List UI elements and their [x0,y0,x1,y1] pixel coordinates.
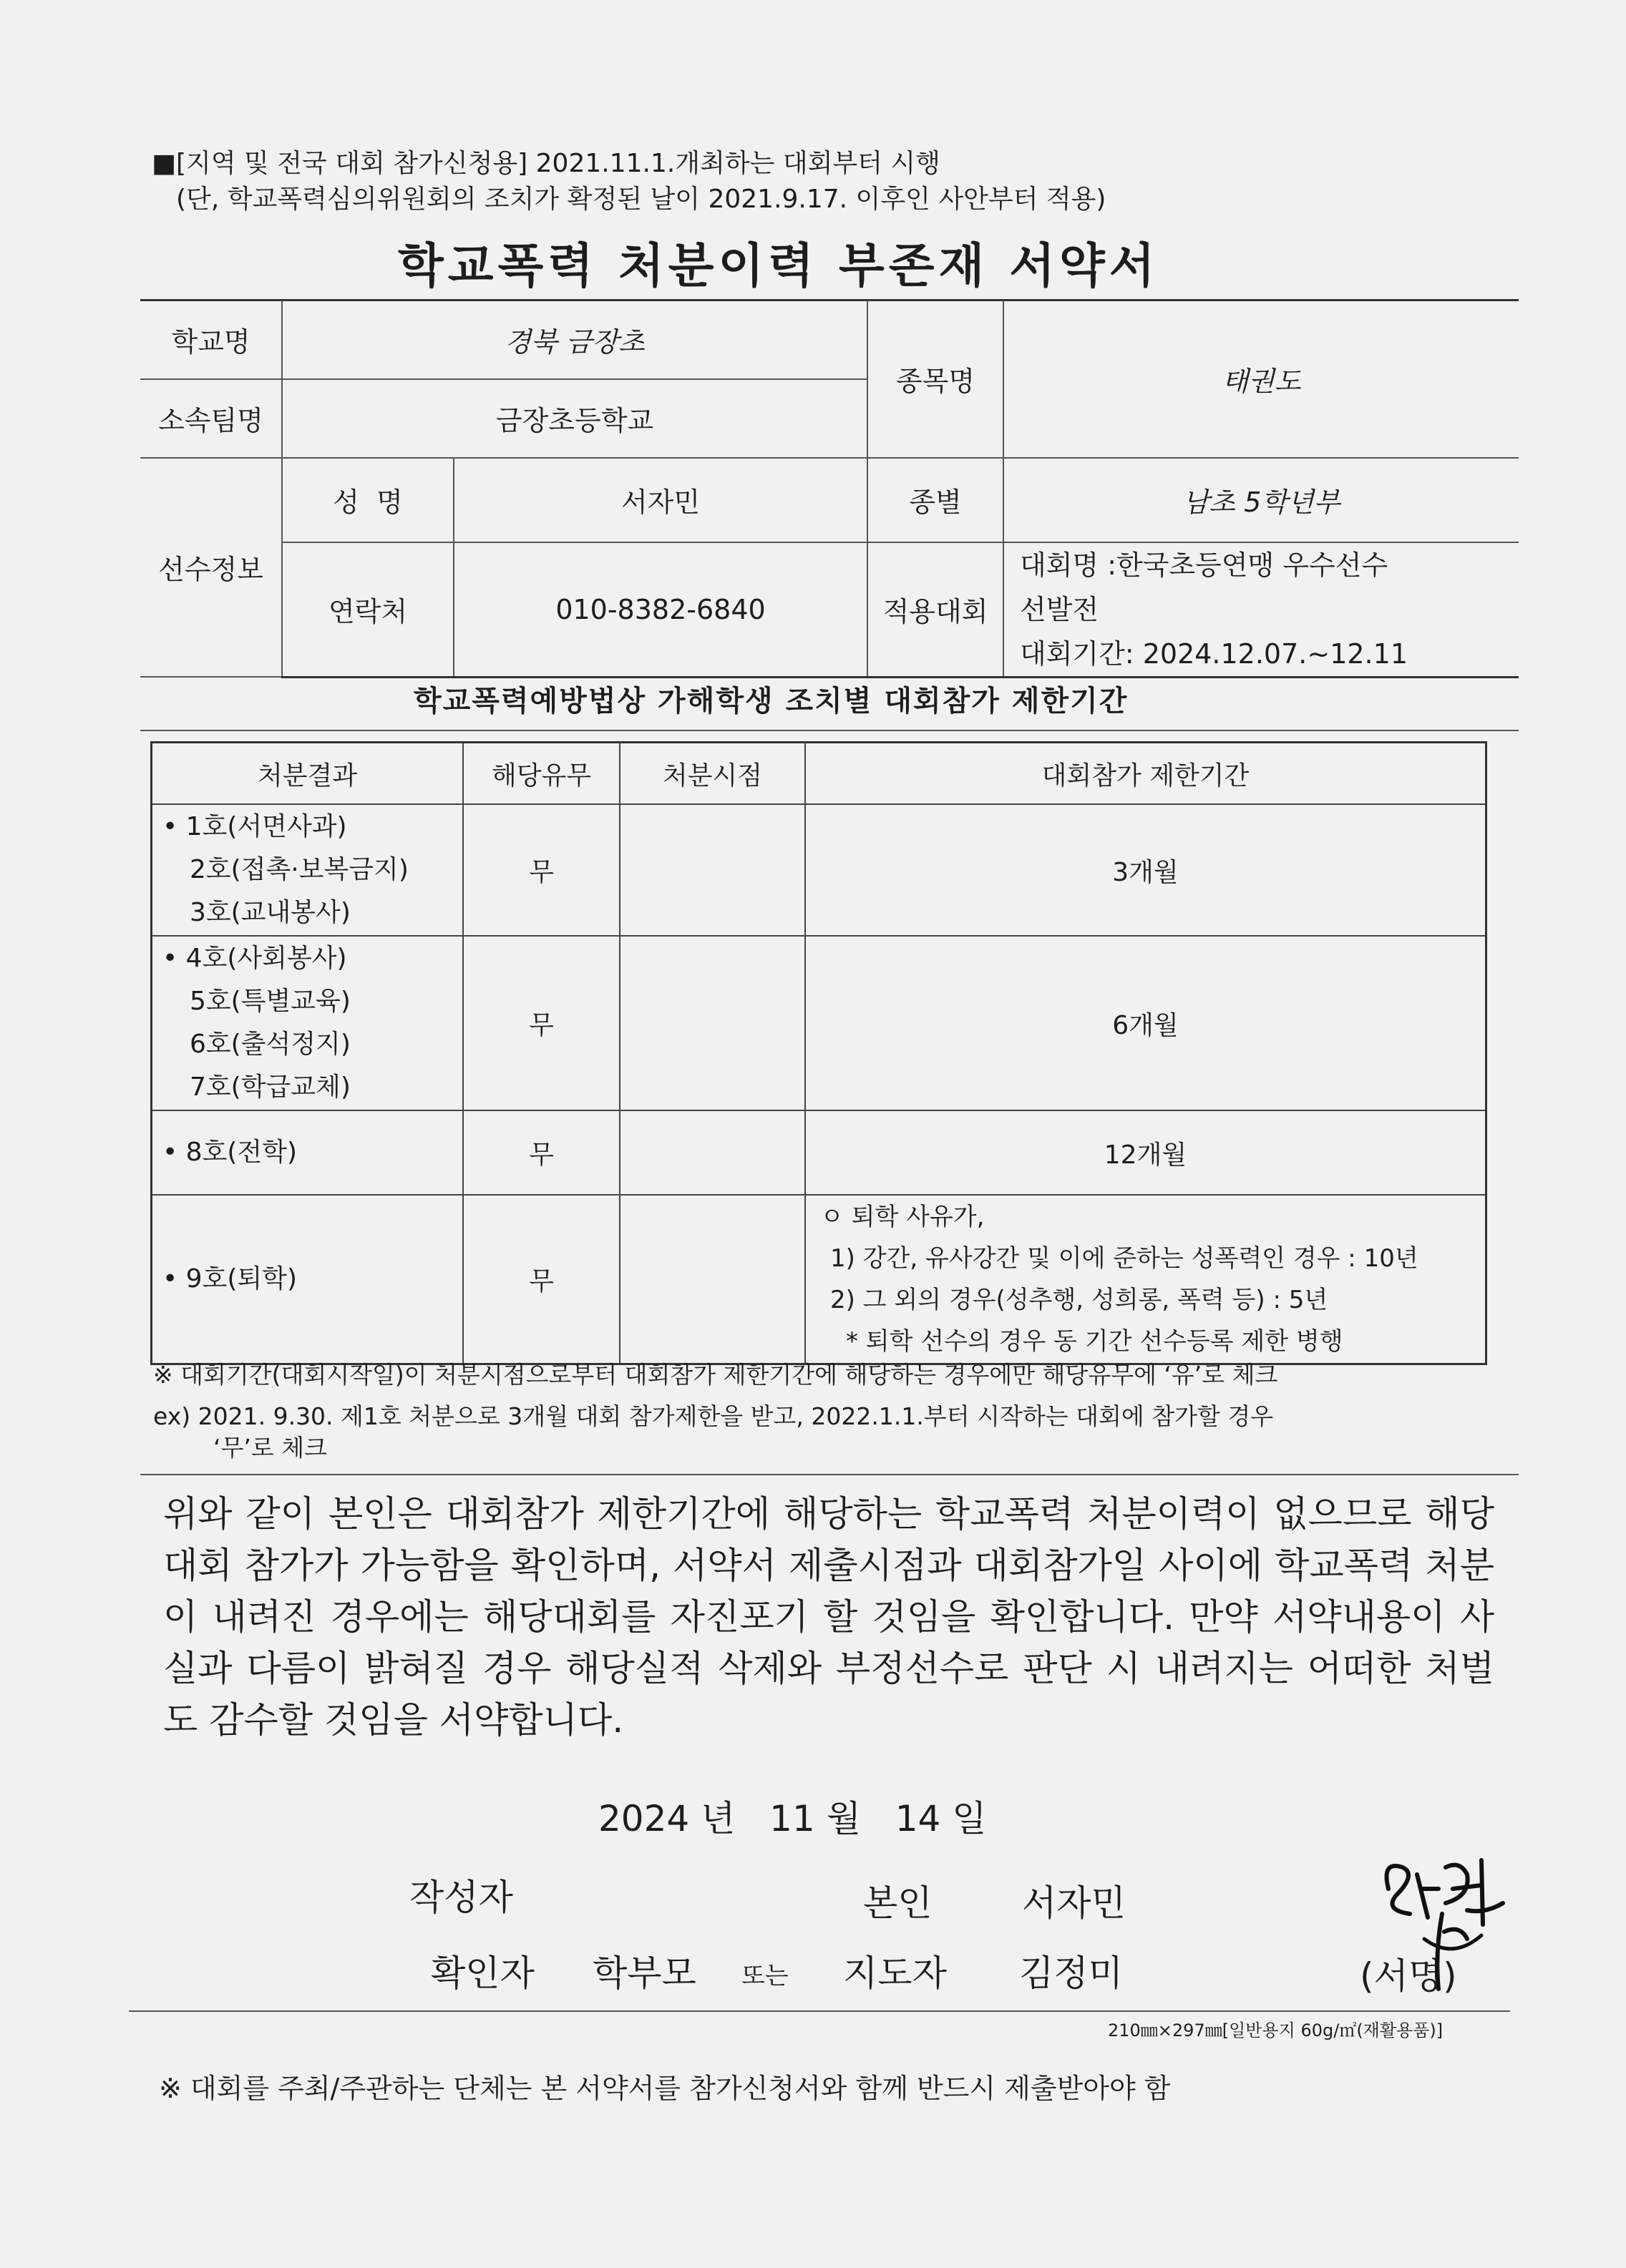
list-item: • 8호(전학) [162,1138,297,1167]
date-value [620,1110,805,1195]
player-info-label: 선수정보 [140,458,282,678]
contact-label: 연락처 [282,542,454,678]
writer-label: 작성자 [409,1877,513,1918]
date-value [620,804,805,936]
table-row [152,1110,1486,1195]
col-header-result: 처분결과 [152,743,464,805]
limit-value: 12개월 [805,1110,1486,1195]
note-1: ※ 대회기간(대회시작일)이 처분시점으로부터 대회참가 제한기간에 해당하는 경우에만 해당유무에 ‘유’로 체크 [153,1361,1278,1389]
date-year: 2024 [598,1798,690,1839]
date-value [620,936,805,1110]
document-title: 학교폭력 처분이력 부존재 서약서 [398,238,1159,293]
notes-divider [140,1474,1519,1475]
list-item: 7호(학급교체) [190,1072,351,1102]
paper-spec: 210㎜×297㎜[일반용지 60g/㎡(재활용품)] [1108,2020,1444,2040]
footer-note: ※ 대회를 주최/주관하는 단체는 본 서약서를 참가신청서와 함께 반드시 제출받아야 함 [159,2073,1171,2104]
square-bullet-icon: ■ [152,149,177,178]
expulsion-line: 2) 그 외의 경우(성추행, 성희롱, 폭력 등) : 5년 [829,1286,1328,1314]
contact-value: 010-8382-6840 [454,542,867,678]
team-value: 금장초등학교 [282,379,867,458]
competition-name-line2: 선발전 [1020,593,1099,625]
event-value: 태권도 [1003,300,1519,458]
note-2: ex) 2021. 9.30. 제1호 처분으로 3개월 대회 참가제한을 받고, 2022.1.1.부터 시작하는 대회에 참가할 경우 [153,1402,1274,1430]
discipline-items [152,1195,464,1364]
competition-period: 대회기간: 2024.12.07.~12.11 [1020,637,1408,670]
note-3: ‘무’로 체크 [213,1434,327,1462]
table-row [152,804,1486,936]
list-item: 5호(특별교육) [190,987,351,1016]
list-item: • 9호(퇴학) [162,1264,297,1294]
applicant-info-table [140,299,1519,678]
col-header-date: 처분시점 [620,743,805,805]
list-item: 3호(교내봉사) [190,898,351,927]
applicable-value: 무 [463,936,620,1110]
confirmer-label: 확인자 [431,1952,535,1994]
self-label: 본인 [863,1882,933,1924]
date-day-label: 일 [952,1798,987,1839]
pledge-date [598,1790,987,1842]
coach-label: 지도자 [843,1952,947,1994]
date-value [620,1195,805,1364]
list-item: • 1호(서면사과) [162,812,347,841]
competition-info [1003,542,1519,678]
handwritten-signature [1360,1846,1524,2010]
list-item: 2호(접촉·보복금지) [190,855,409,884]
header-line-2: (단, 학교폭력심의위원회의 조치가 확정된 날이 2021.9.17. 이후인 사안부터 적용) [176,185,1106,214]
category-label: 종별 [867,458,1003,542]
expulsion-line: ㅇ 퇴학 사유가, [819,1203,985,1231]
pledge-paragraph: 위와 같이 본인은 대회참가 제한기간에 해당하는 학교폭력 처분이력이 없으므로 해당 대회 참가가 가능함을 확인하며, 서약서 제출시점과 대회참가일 사이에 학교폭력 처분이 내려진 경우에는 해당대회를 자진포기 할 것임을 확인합니다. 만약 서약내용이 사실과 다름이 밝혀질 경우 해당실적 삭제와 부정선수로 판단 시 내려지는 어떠한 처벌도 감수할 것임을 서약합니다. [163,1493,1494,1741]
restriction-subtitle: 학교폭력예방법상 가해학생 조치별 대회참가 제한기간 [414,685,1129,718]
limit-value: 6개월 [805,936,1486,1110]
date-month-label: 월 [826,1798,861,1839]
or-label: 또는 [741,1962,789,1990]
school-label: 학교명 [140,300,282,379]
discipline-items [152,1110,464,1195]
competition-label: 적용대회 [867,542,1003,678]
event-label: 종목명 [867,300,1003,458]
coach-name: 김정미 [1019,1952,1123,1994]
expulsion-line: * 퇴학 선수의 경우 동 기간 선수등록 제한 병행 [845,1327,1343,1356]
applicable-value: 무 [463,1195,620,1364]
discipline-items [152,804,464,936]
sign-label: (서명) [1360,1955,1457,1997]
header-line-1: ■[지역 및 전국 대회 참가신청용] 2021.11.1.개최하는 대회부터 시행 [152,149,940,178]
discipline-items [152,936,464,1110]
list-item: • 4호(사회봉사) [162,944,347,973]
list-item: 6호(출석정지) [190,1030,351,1059]
table-row [152,1195,1486,1364]
competition-name-line1: 대회명 :한국초등연맹 우수선수 [1020,549,1388,581]
date-year-label: 년 [701,1798,736,1839]
applicable-value: 무 [463,1110,620,1195]
school-value: 경북 금장초 [282,300,867,379]
expulsion-limit [805,1195,1486,1364]
parent-label: 학부모 [593,1952,696,1994]
col-header-limit: 대회참가 제한기간 [805,743,1486,805]
category-value: 남초 5학년부 [1003,458,1519,542]
date-day: 14 [895,1798,941,1839]
name-label: 성 명 [282,458,454,542]
table-row [152,936,1486,1110]
date-month: 11 [769,1798,815,1839]
col-header-applicable: 해당유무 [463,743,620,805]
subtitle-divider [140,730,1519,731]
name-value: 서자민 [454,458,867,542]
self-name: 서자민 [1022,1882,1126,1924]
signature-divider [129,2010,1510,2012]
team-label: 소속팀명 [140,379,282,458]
limit-value: 3개월 [805,804,1486,936]
expulsion-line: 1) 강간, 유사강간 및 이에 준하는 성폭력인 경우 : 10년 [829,1244,1418,1273]
applicable-value: 무 [463,804,620,936]
discipline-table [150,741,1487,1365]
